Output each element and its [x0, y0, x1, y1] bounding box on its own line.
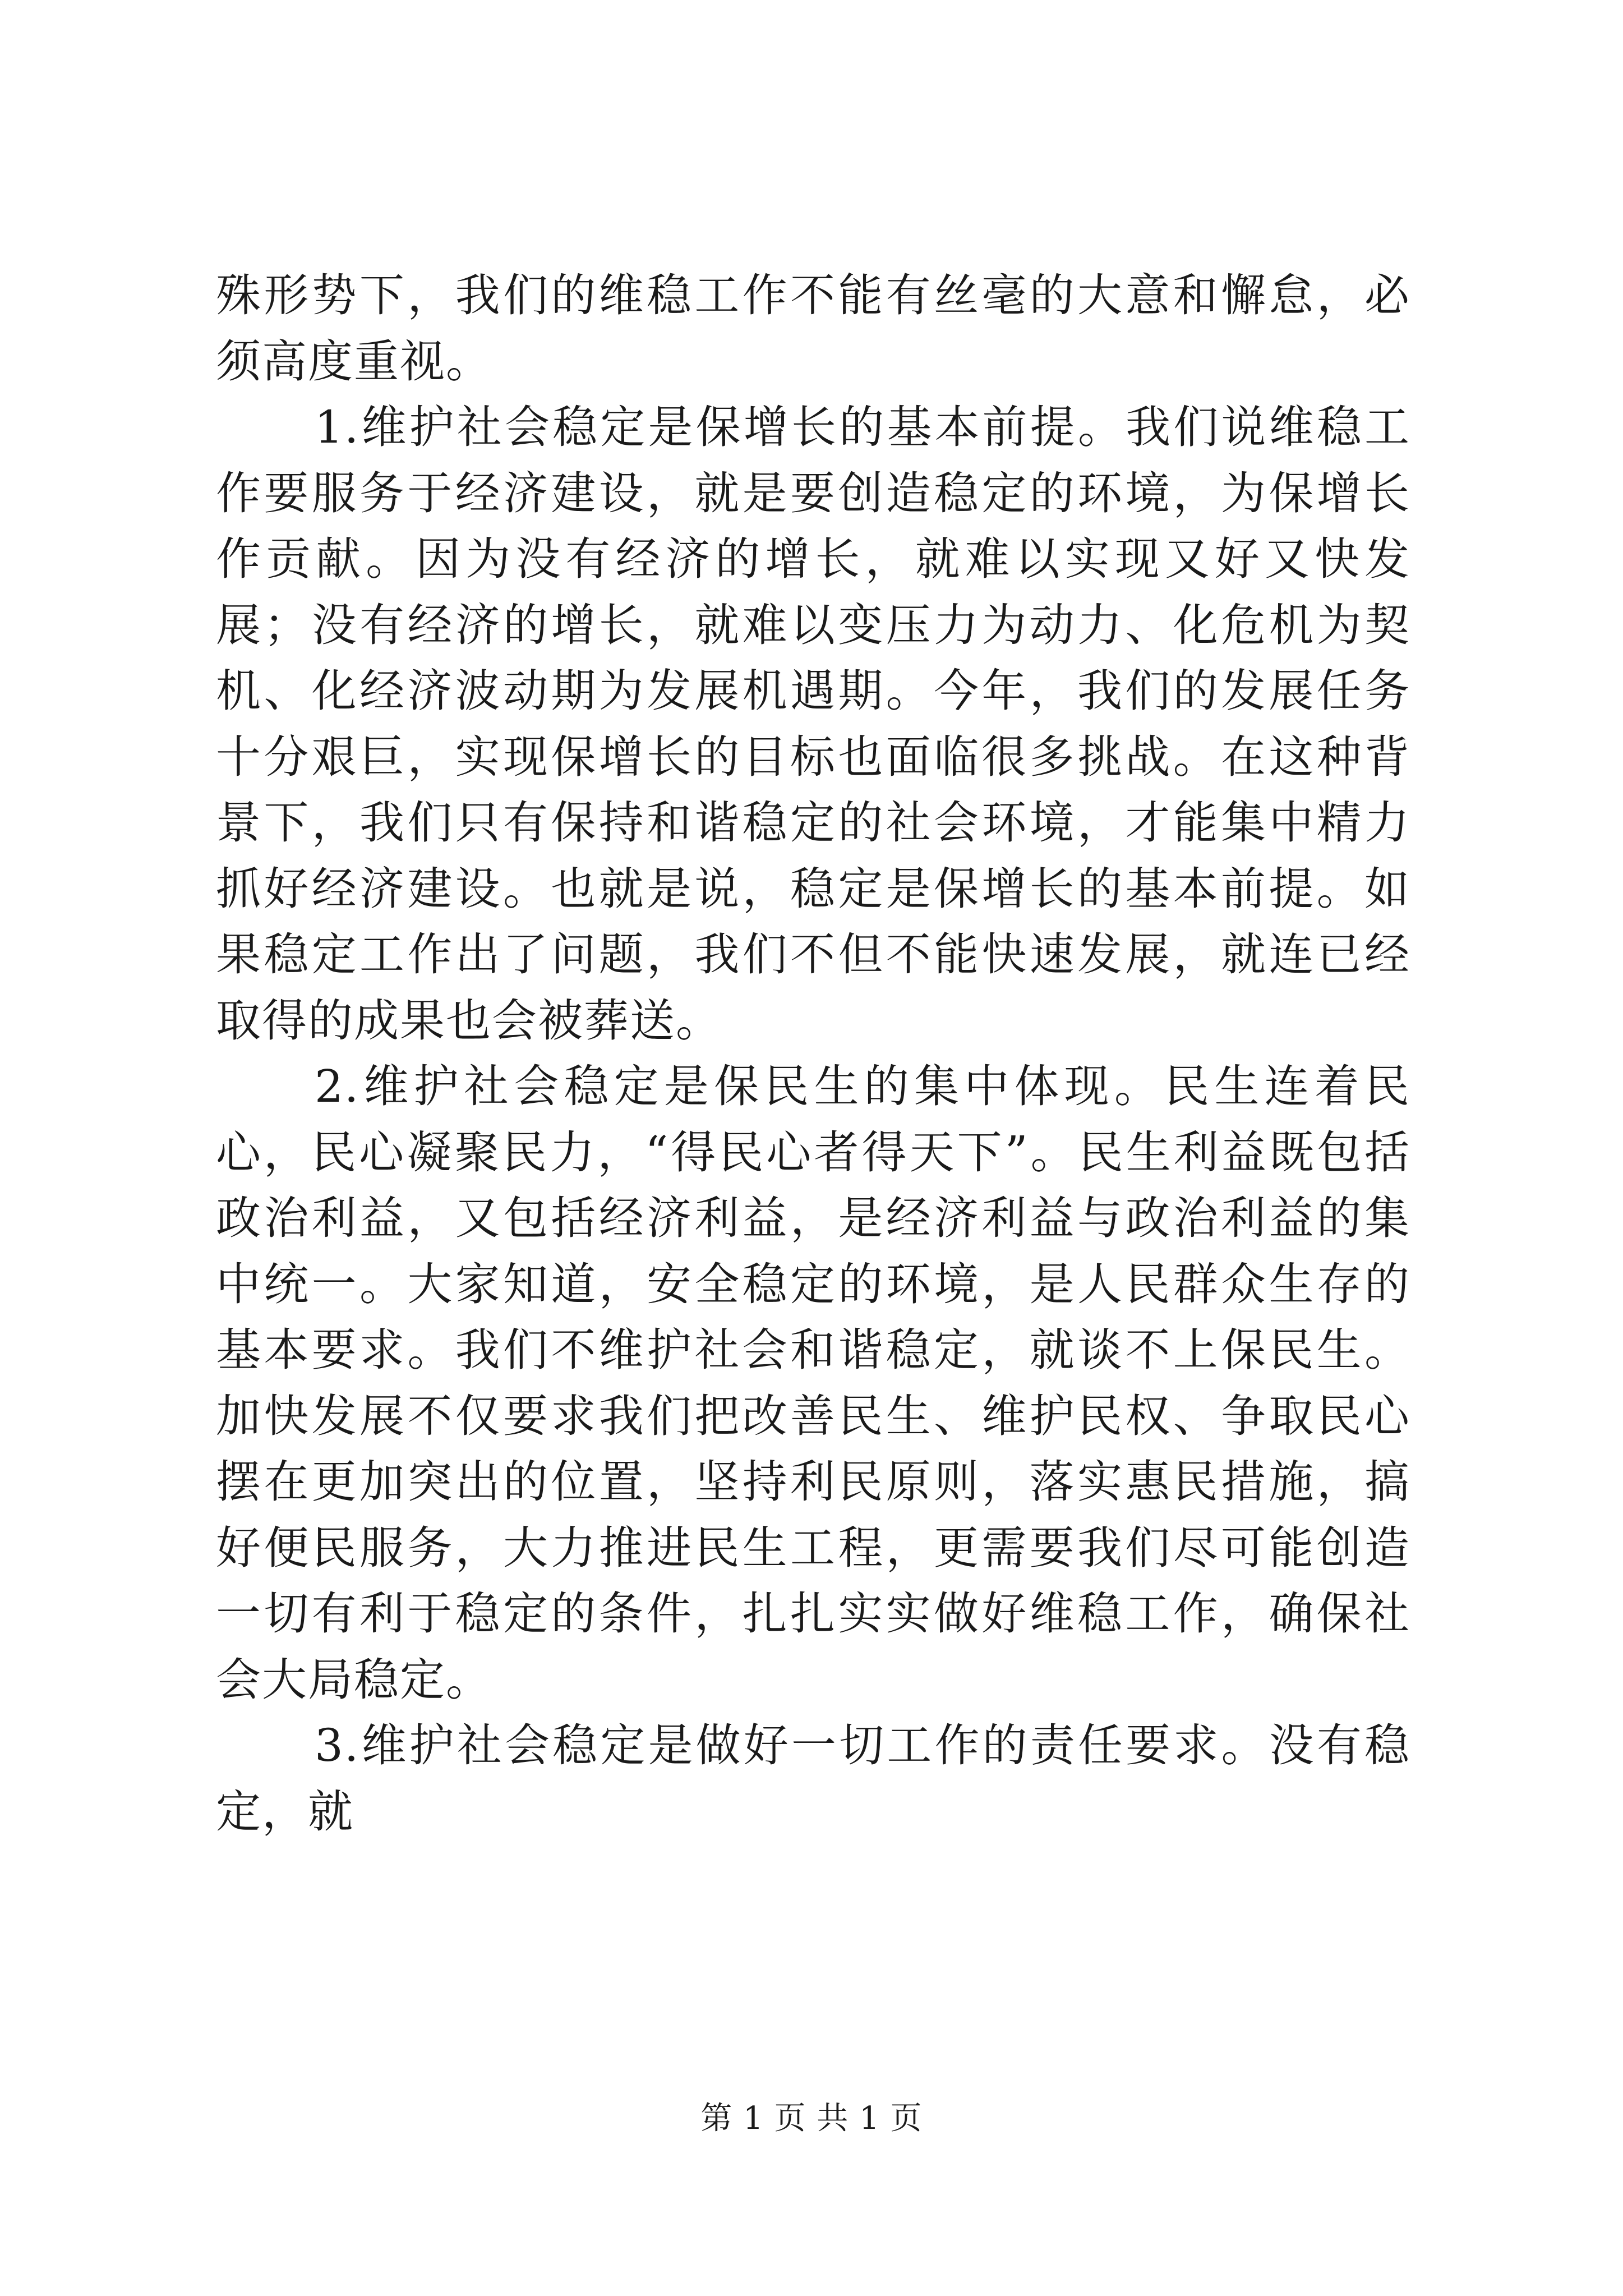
paragraph-continuation: 殊形势下，我们的维稳工作不能有丝毫的大意和懈怠，必须高度重视。 — [216, 269, 1410, 388]
page-number-footer: 第 1 页 共 1 页 — [700, 2100, 923, 2137]
document-body — [216, 263, 1410, 1844]
paragraph-point-1: 1.维护社会稳定是保增长的基本前提。我们说维稳工作要服务于经济建设，就是要创造稳定的环境，为保增长作贡献。因为没有经济的增长，就难以实现又好又快发展；没有经济的增长，就难以变压力为动力、化危机为契机、化经济波动期为发展机遇期。今年，我们的发展任务十分艰巨，实现保增长的目标也面临很多挑战。在这种背景下，我们只有保持和谐稳定的社会环境，才能集中精力抓好经济建设。也就是说，稳定是保增长的基本前提。如果稳定工作出了问题，我们不但不能快速发展，就连已经取得的成果也会被葬送。 — [216, 401, 1410, 1047]
paragraph-point-2: 2.维护社会稳定是保民生的集中体现。民生连着民心，民心凝聚民力，“得民心者得天下”。民生利益既包括政治利益，又包括经济利益，是经济利益与政治利益的集中统一。大家知道，安全稳定的环境，是人民群众生存的基本要求。我们不维护社会和谐稳定，就谈不上保民生。加快发展不仅要求我们把改善民生、维护民权、争取民心摆在更加突出的位置，坚持利民原则，落实惠民措施，搞好便民服务，大力推进民生工程，更需要我们尽可能创造一切有利于稳定的条件，扎扎实实做好维稳工作，确保社会大局稳定。 — [216, 1060, 1410, 1706]
paragraph-point-3: 3.维护社会稳定是做好一切工作的责任要求。没有稳定，就 — [216, 1719, 1410, 1838]
